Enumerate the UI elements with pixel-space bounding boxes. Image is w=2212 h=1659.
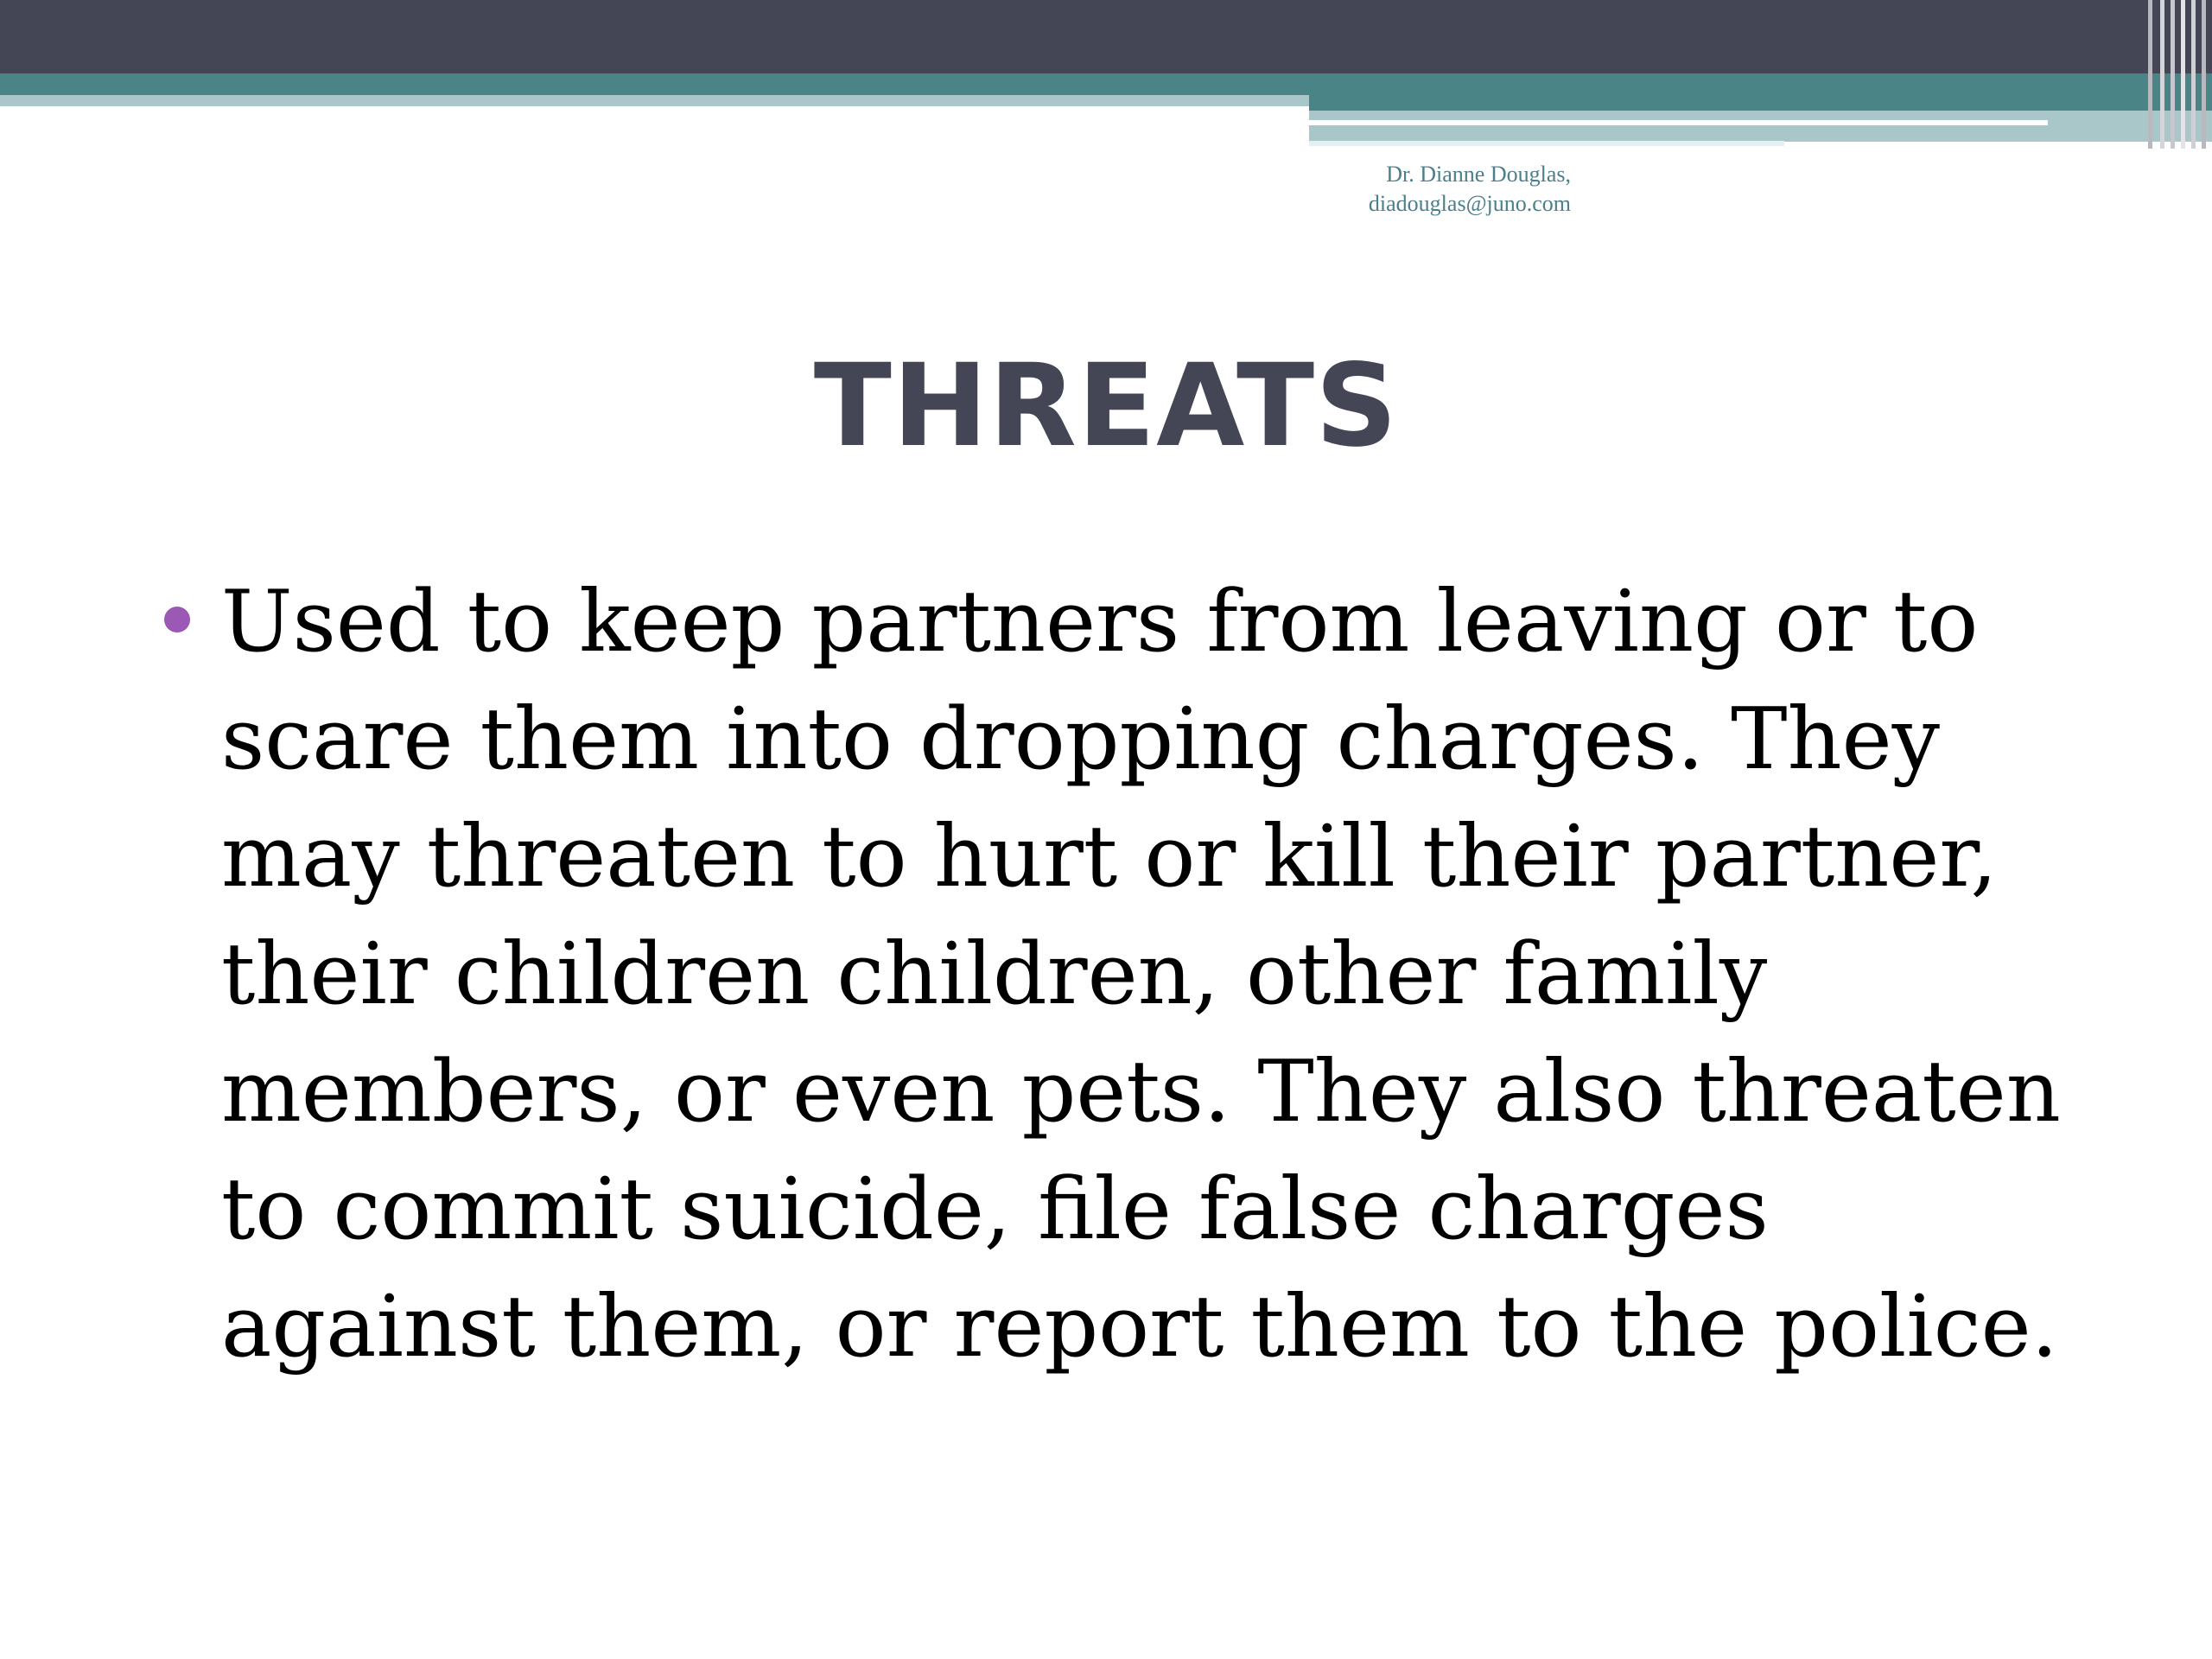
header-accent-line bbox=[1309, 120, 2048, 125]
header-teal-bar-left bbox=[0, 73, 1309, 95]
bullet-icon bbox=[164, 607, 190, 632]
header-dark-bar bbox=[0, 0, 2212, 73]
header-accent-line bbox=[1309, 141, 1784, 146]
bullet-line: against them, or report them to the police. bbox=[221, 1278, 2058, 1376]
author-name: Dr. Dianne Douglas, bbox=[1386, 162, 1571, 187]
header-pale-bar-right bbox=[1309, 111, 2212, 142]
bullet-line: their children children, other family bbox=[221, 925, 1768, 1024]
slide-title: THREATS bbox=[813, 340, 1399, 473]
bullet-text bbox=[221, 563, 2088, 1386]
header-stripe bbox=[2191, 0, 2196, 149]
header-teal-bar-right bbox=[1309, 73, 2212, 111]
header-stripe bbox=[2160, 0, 2164, 149]
author-credit bbox=[1210, 160, 1571, 219]
header-pale-bar-left bbox=[0, 95, 1309, 106]
header-stripe bbox=[2181, 0, 2185, 149]
header-stripe bbox=[2171, 0, 2175, 149]
author-email: diadouglas@juno.com bbox=[1368, 191, 1571, 216]
header-stripe bbox=[2148, 0, 2152, 149]
bullet-line: to commit suicide, file false charges bbox=[221, 1160, 1769, 1259]
bullet-line: may threaten to hurt or kill their partner, bbox=[221, 808, 1998, 906]
bullet-line: Used to keep partners from leaving or to bbox=[221, 573, 1979, 671]
bullet-line: scare them into dropping charges. They bbox=[221, 690, 1940, 789]
bullet-line: members, or even pets. They also threaten bbox=[221, 1043, 2061, 1141]
header-stripe bbox=[2202, 0, 2206, 149]
